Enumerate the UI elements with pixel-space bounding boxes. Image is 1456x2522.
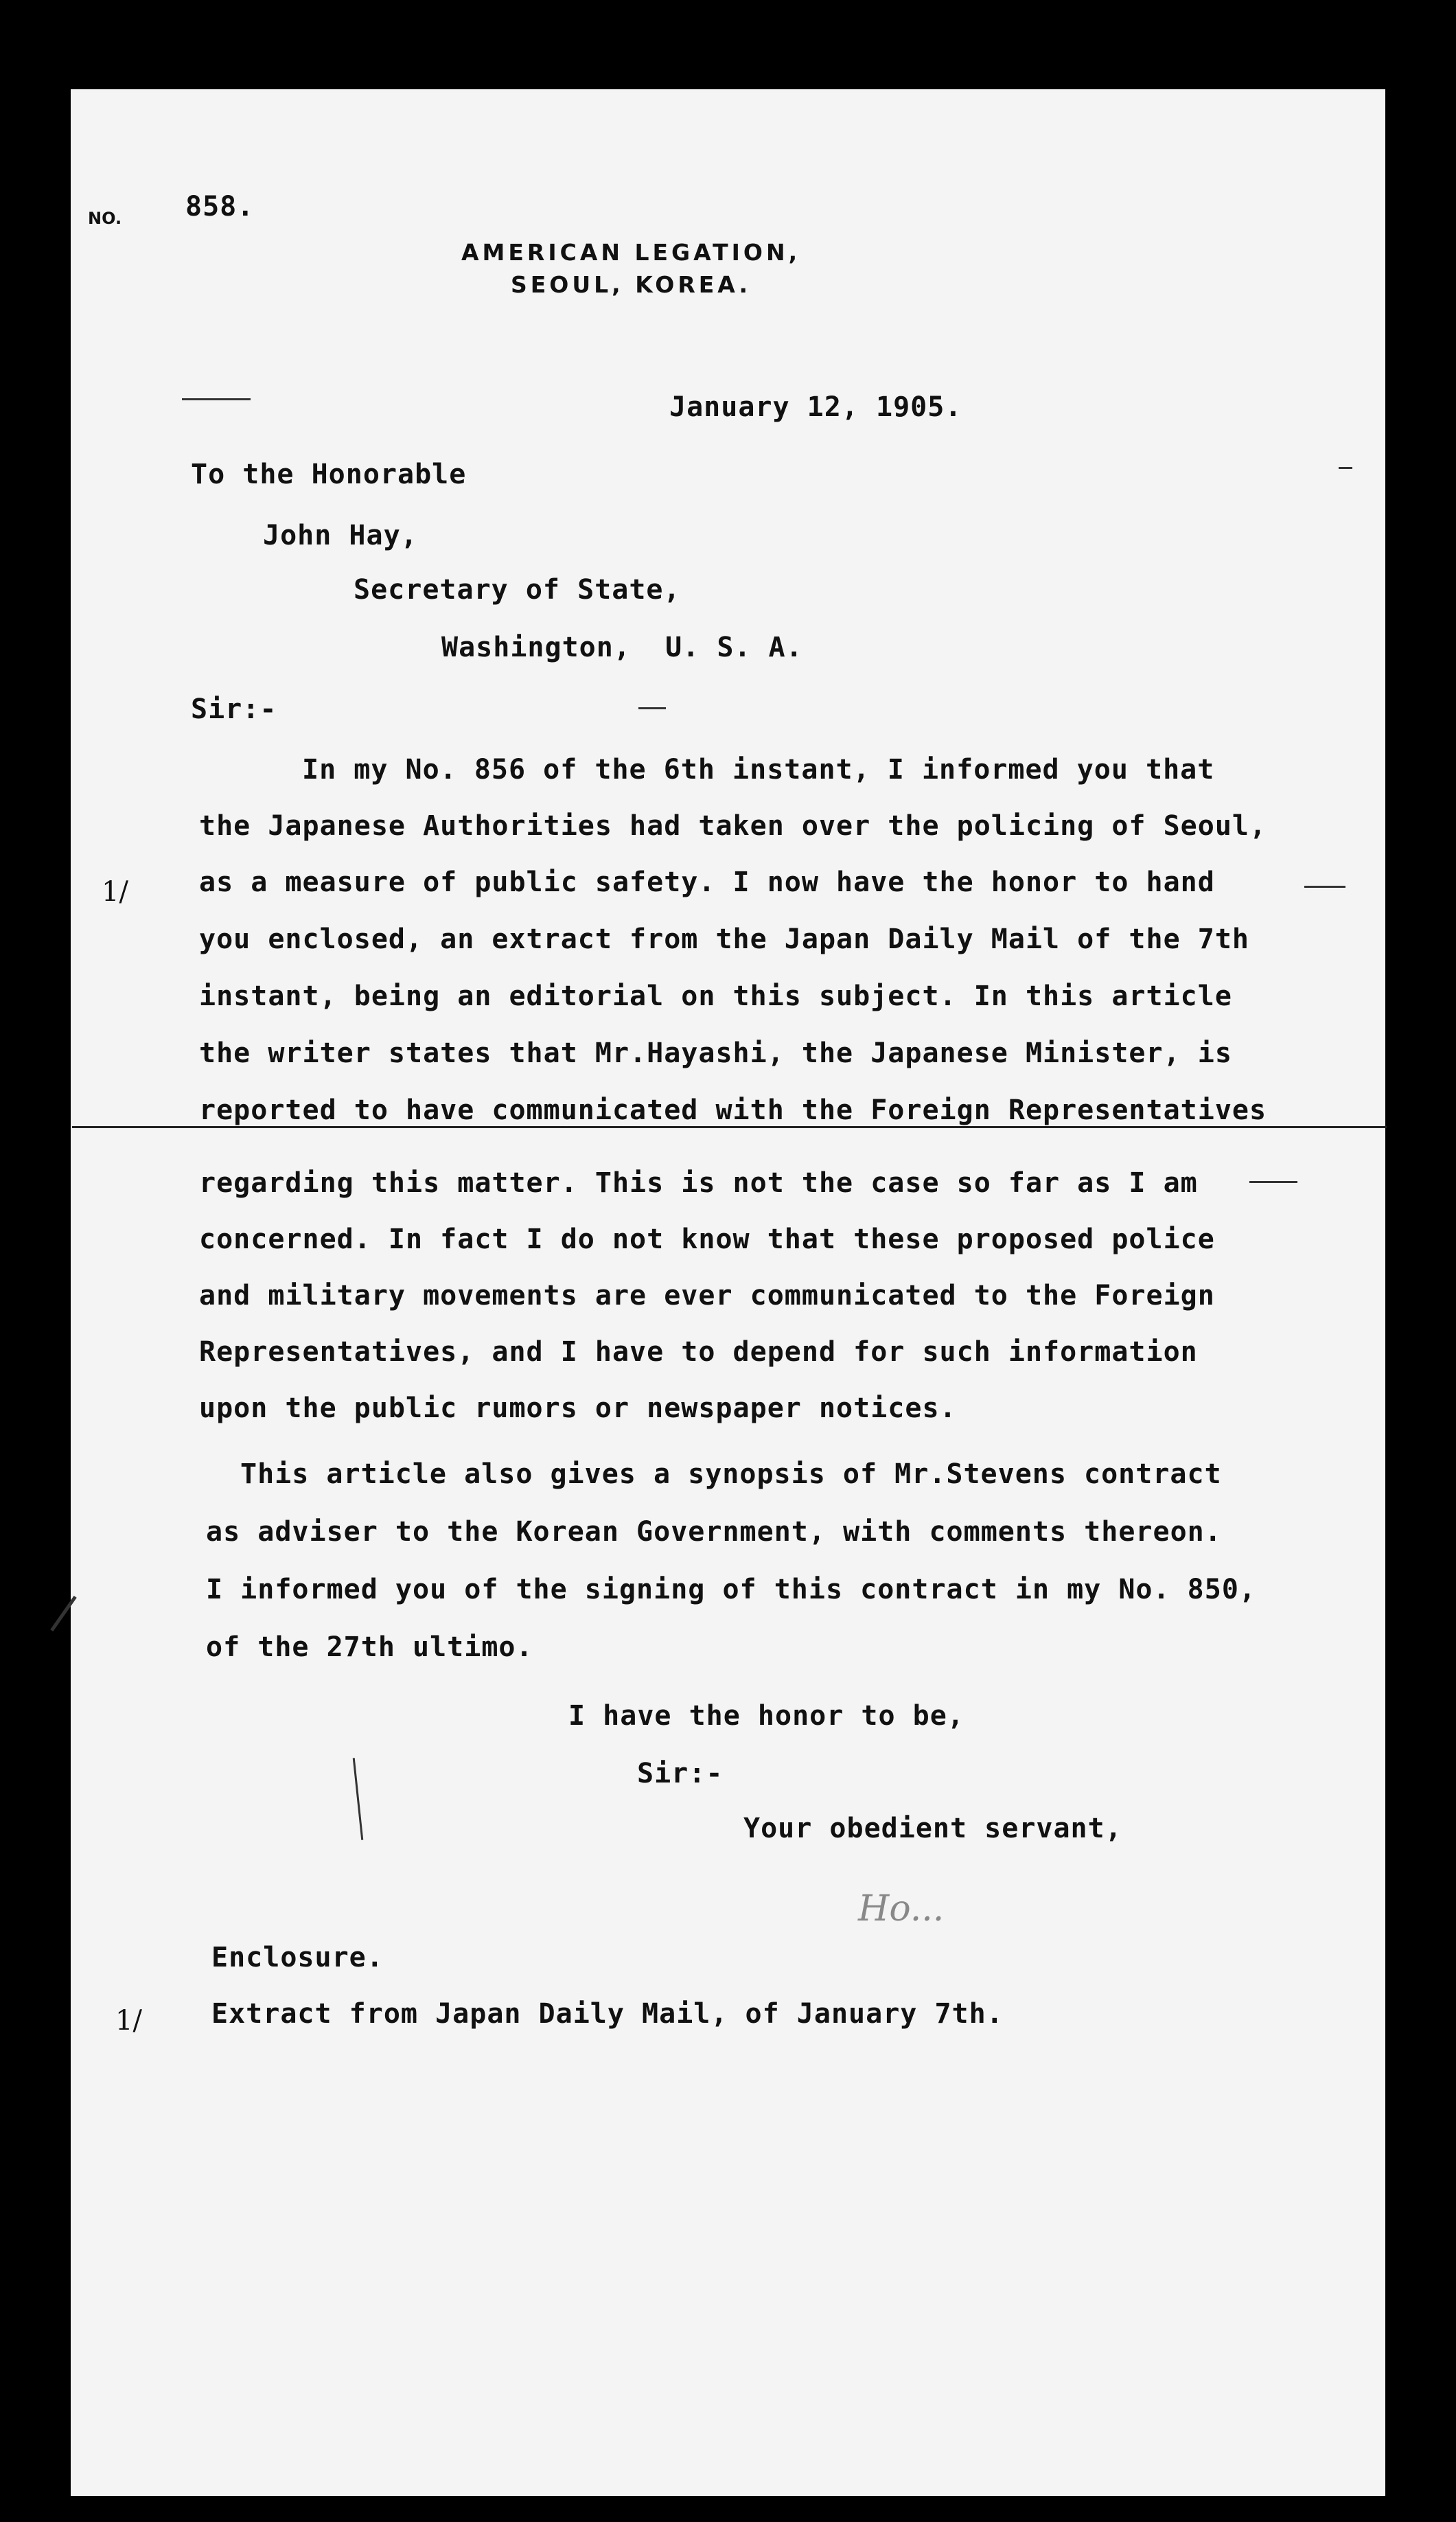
body-line: the Japanese Authorities had taken over the policing of Seoul, xyxy=(199,810,1267,842)
address-line-2: John Hay, xyxy=(263,520,418,551)
closing-line-2: Sir:- xyxy=(637,1758,724,1789)
letterhead-line-2: SEOUL, KOREA. xyxy=(511,271,751,298)
body-line: reported to have communicated with the Foreign Representatives xyxy=(199,1094,1267,1126)
letter-date: January 12, 1905. xyxy=(669,391,962,423)
body-line: the writer states that Mr.Hayashi, the Japanese Minister, is xyxy=(199,1038,1232,1069)
closing-line-3: Your obedient servant, xyxy=(743,1813,1122,1844)
body-line: In my No. 856 of the 6th instant, I informed you that xyxy=(302,754,1215,786)
letterhead-line-1: AMERICAN LEGATION, xyxy=(461,239,801,266)
body-line: This article also gives a synopsis of Mr.Stevens contract xyxy=(240,1458,1222,1490)
ink-speck xyxy=(638,707,666,709)
margin-mark-1: 1/ xyxy=(102,876,128,908)
enclosure-item: Extract from Japan Daily Mail, of January 7th. xyxy=(211,1998,1004,2030)
body-line: as a measure of public safety. I now have the honor to hand xyxy=(199,867,1215,898)
ink-speck xyxy=(1249,1181,1297,1183)
ink-speck xyxy=(1304,886,1345,888)
closing-line-1: I have the honor to be, xyxy=(568,1700,964,1732)
body-line: concerned. In fact I do not know that these proposed police xyxy=(199,1224,1215,1255)
salutation: Sir:- xyxy=(191,693,277,725)
horizontal-rule xyxy=(72,1126,1387,1128)
body-line: I informed you of the signing of this contract in my No. 850, xyxy=(206,1574,1257,1605)
address-line-1: To the Honorable xyxy=(191,459,467,490)
signature: Ho... xyxy=(858,1888,945,1929)
body-line: and military movements are ever communicated to the Foreign xyxy=(199,1280,1215,1311)
body-line: of the 27th ultimo. xyxy=(206,1631,533,1663)
body-line: Representatives, and I have to depend for such information xyxy=(199,1336,1198,1368)
enclosure-label: Enclosure. xyxy=(211,1942,384,1973)
body-line: instant, being an editorial on this subject. In this article xyxy=(199,981,1232,1012)
body-line: regarding this matter. This is not the case so far as I am xyxy=(199,1167,1198,1199)
number-label: NO. xyxy=(88,209,122,228)
address-line-3: Secretary of State, xyxy=(354,574,681,606)
dispatch-number: 858. xyxy=(185,191,255,222)
body-line: as adviser to the Korean Government, with comments thereon. xyxy=(206,1516,1222,1548)
body-line: you enclosed, an extract from the Japan Daily Mail of the 7th xyxy=(199,924,1250,955)
margin-mark-2: 1/ xyxy=(115,2005,142,2037)
address-line-4: Washington, U. S. A. xyxy=(441,632,803,663)
ink-speck xyxy=(182,398,251,400)
ink-speck xyxy=(1339,467,1352,469)
body-line: upon the public rumors or newspaper notices. xyxy=(199,1392,957,1424)
